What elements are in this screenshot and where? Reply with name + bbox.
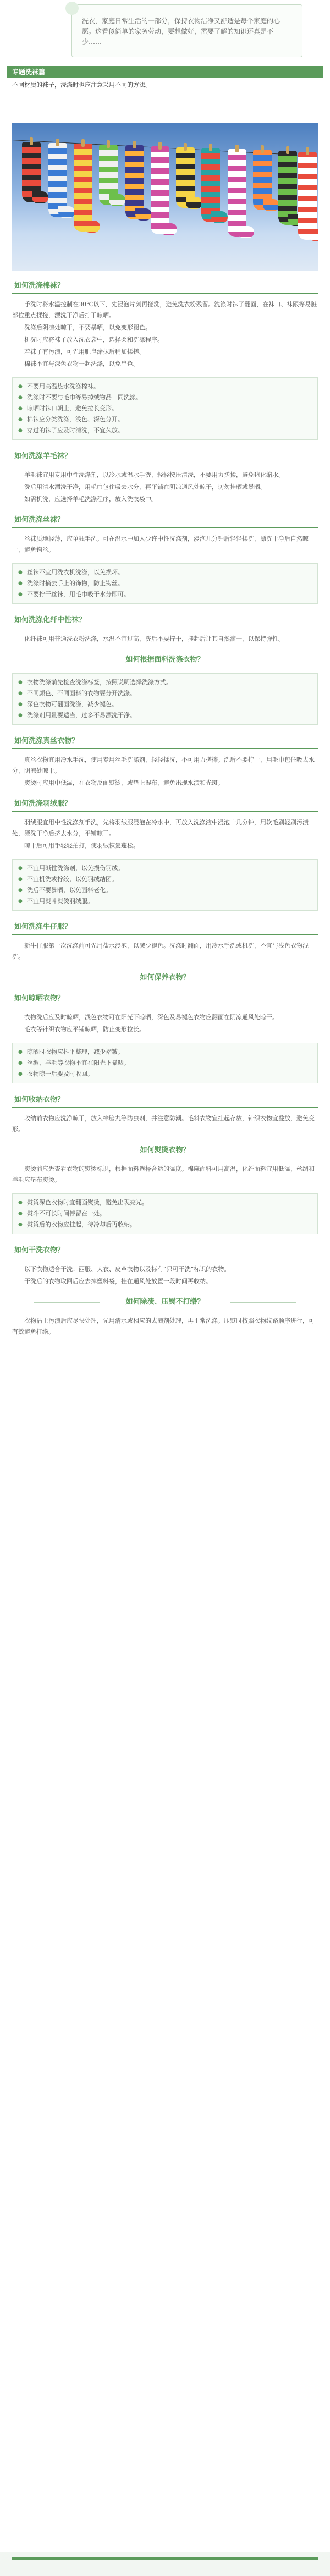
section-heading: 如何根据面料洗涤衣物？ (12, 652, 318, 668)
clothespin (209, 144, 212, 151)
clothespin (107, 140, 110, 148)
sock-graphic (151, 146, 169, 234)
paragraph-block (12, 1113, 318, 1136)
tips-box (12, 859, 318, 911)
paragraph-block (12, 1012, 318, 1036)
tip-item: ● 丝袜不宜用洗衣机洗涤，以免损坏。 (18, 567, 312, 578)
question-title: 如何洗涤丝袜？ (12, 513, 318, 528)
paragraph-block (12, 1164, 318, 1187)
footer-bar (12, 2557, 318, 2560)
paragraph-block (12, 940, 318, 964)
tip-item: ● 洗后不要暴晒，以免面料老化。 (18, 885, 312, 896)
paragraph: 熨烫前应先查看衣物的熨烫标识，根据面料选择合适的温度。棉麻面料可用高温，化纤面料宜用低温，丝绸和羊毛应垫布熨烫。 (12, 1165, 315, 1184)
sock-foot (32, 191, 48, 203)
paragraph-block (12, 817, 318, 852)
tip-item: ● 不宜用熨斗熨烫羽绒服。 (18, 896, 312, 907)
tips-box (12, 377, 318, 440)
question-title: 如何收纳衣物？ (12, 1092, 318, 1108)
paragraph: 丝袜质地轻薄，应单独手洗。可在温水中加入少许中性洗涤剂，浸泡几分钟后轻轻揉洗，漂洗干净后自然晾干，避免钩丝。 (12, 535, 309, 553)
paragraph: 棉袜不宜与深色衣物一起洗涤，以免串色。 (24, 360, 139, 367)
tip-item: ● 不宜机洗或拧绞，以免羽绒结团。 (18, 874, 312, 885)
sock-foot (308, 229, 318, 241)
tip-item: ● 熨烫深色衣物时宜翻面熨烫，避免出现亮光。 (18, 1197, 312, 1208)
paragraph-block (12, 755, 318, 790)
intro-box: 洗衣，家庭日常生活的一部分，保持衣物洁净又舒适是每个家庭的心愿。这看似简单的家务劳动，要想做好，需要了解的知识还真是不少…… (72, 4, 302, 57)
paragraph: 手洗时将水温控制在30℃以下，先浸泡片刻再搓洗，避免洗衣粉残留。洗涤时袜子翻面，在袜口、袜跟等易脏部位重点揉搓，漂洗干净后拧干晾晒。 (12, 301, 317, 319)
sock-foot (263, 199, 279, 211)
tip-item: ● 熨烫后的衣物应挂起，待冷却后再收纳。 (18, 1219, 312, 1230)
clothespin (235, 145, 239, 152)
tips-box (12, 673, 318, 725)
tip-item: ● 棉袜应分类洗涤，浅色、深色分开。 (18, 414, 312, 425)
paragraph-block (12, 299, 318, 371)
section-heading: 如何熨烫衣物？ (12, 1143, 318, 1158)
sock-graphic (22, 142, 41, 202)
footer (0, 2552, 330, 2576)
paragraph: 晾干后可用手轻轻拍打，使羽绒恢复蓬松。 (24, 842, 139, 849)
tip-item: ● 穿过的袜子应及时清洗，不宜久放。 (18, 425, 312, 436)
sock-foot (186, 197, 202, 209)
sock-graphic (48, 143, 67, 217)
question-title: 如何洗涤羽绒服？ (12, 796, 318, 812)
sock-foot (238, 226, 254, 238)
section-subtitle: 不同材质的袜子，洗涤时也应注意采用不同的方法。 (12, 81, 151, 89)
sock-foot (211, 211, 228, 223)
question-title: 如何洗涤羊毛袜？ (12, 449, 318, 464)
sock-graphic (125, 145, 144, 219)
paragraph: 真丝衣物宜用冷水手洗，使用专用丝毛洗涤剂，轻轻揉洗，不可用力搓擦。洗后不要拧干，用毛巾包住吸去水分，阴凉处晾干。 (12, 756, 315, 774)
paragraph: 若袜子有污渍，可先用肥皂涂抹后稍加揉搓。 (24, 348, 145, 355)
section-heading: 如何除渍、压熨不打绺？ (12, 1295, 318, 1310)
sock-foot (135, 208, 152, 221)
sock-graphic (253, 150, 272, 210)
paragraph: 新牛仔服第一次洗涤前可先用盐水浸泡，以减少褪色。洗涤时翻面，用冷水手洗或机洗，不宜与浅色衣物混洗。 (12, 942, 309, 960)
paragraph: 衣物沾上污渍后应尽快处理，先用清水或相应的去渍剂处理，再正常洗涤。压熨时按照衣物纹路顺序进行，可有效避免打绺。 (12, 1317, 315, 1335)
clothespin (30, 137, 33, 145)
tip-item: ● 熨斗不可长时间停留在一处。 (18, 1208, 312, 1219)
paragraph: 如需机洗，应选择羊毛洗涤程序，放入洗衣袋中。 (24, 496, 157, 503)
tip-item: ● 衣物洗涤前先检查洗涤标签，按照说明选择洗涤方式。 (18, 677, 312, 688)
tip-item: ● 洗涤剂用量要适当，过多不易漂洗干净。 (18, 710, 312, 721)
question-title: 如何洗涤化纤中性袜？ (12, 613, 318, 628)
tip-item: ● 衣物晾干后要及时收回。 (18, 1069, 312, 1080)
clothespin (261, 145, 264, 153)
tip-item: ● 深色衣物可翻面洗涤，减少褪色。 (18, 699, 312, 710)
paragraph: 毛衣等针织衣物应平铺晾晒，防止变形拉长。 (24, 1026, 145, 1033)
question-title: 如何晾晒衣物？ (12, 991, 318, 1006)
clothespin (56, 139, 59, 146)
section-heading: 如何保养衣物？ (12, 970, 318, 986)
paragraph: 以下衣物适合干洗：西服、大衣、皮革衣物以及标有“只可干洗”标识的衣物。 (24, 1265, 230, 1273)
paragraph-block (12, 533, 318, 557)
question-title: 如何洗涤牛仔服？ (12, 920, 318, 935)
paragraph: 羽绒服宜用中性洗涤剂手洗，先将羽绒服浸泡在冷水中，再放入洗涤液中浸泡十几分钟，用软毛刷轻刷污渍处，漂洗干净后挤去水分，平铺晾干。 (12, 819, 309, 837)
clothespin (133, 141, 136, 148)
paragraph: 机洗时应将袜子放入洗衣袋中，选择柔和洗涤程序。 (24, 336, 163, 343)
sock-graphic (176, 147, 195, 208)
tip-item: ● 洗涤时摘去手上的饰物，防止钩丝。 (18, 578, 312, 589)
tip-item: ● 不要拧干丝袜，用毛巾吸干水分即可。 (18, 589, 312, 600)
tips-box (12, 1043, 318, 1083)
tip-item: ● 洗涤时不要与毛巾等易掉绒物品一同洗涤。 (18, 392, 312, 403)
clothespin (306, 147, 309, 155)
section-bar-socks: 专题洗袜篇 (7, 66, 323, 78)
clothespin (158, 142, 162, 150)
clothespin (184, 143, 187, 151)
paragraph: 熨烫时应用中低温，在衣物反面熨烫，或垫上湿布，避免出现水渍和光斑。 (24, 779, 224, 786)
clothespin (286, 146, 289, 154)
paragraph: 衣物洗后应及时晾晒，浅色衣物可在阳光下晾晒，深色及易褪色衣物应翻面在阴凉通风处晾干。 (24, 1014, 278, 1021)
tip-item: ● 不宜用碱性洗涤剂，以免损伤羽绒。 (18, 863, 312, 874)
sock-graphic (228, 149, 246, 237)
socks-photo (12, 123, 318, 271)
tips-box (12, 563, 318, 604)
sock-graphic (74, 144, 92, 232)
sock-foot (58, 206, 75, 218)
tip-item: ● 晾晒时衣物应抖平整理，减少褶皱。 (18, 1047, 312, 1058)
sock-foot (84, 221, 100, 233)
sock-graphic (278, 151, 297, 225)
sock-foot (109, 194, 125, 206)
tips-box (12, 1193, 318, 1234)
sock-graphic (201, 148, 220, 222)
tip-item: ● 丝绸、羊毛等衣物不宜在阳光下暴晒。 (18, 1058, 312, 1069)
tip-item: ● 晾晒时袜口朝上，避免拉长变形。 (18, 403, 312, 414)
sock-graphic (298, 152, 317, 240)
paragraph: 洗涤后阴凉处晾干，不要暴晒，以免变形褪色。 (24, 324, 151, 331)
paragraph-block (12, 1315, 318, 1339)
question-title: 如何洗涤棉袜？ (12, 278, 318, 294)
paragraph-block (12, 470, 318, 506)
paragraph: 化纤袜可用普通洗衣粉洗涤，水温不宜过高，洗后不要拧干，挂起后让其自然滴干，以保持弹性。 (24, 635, 284, 642)
sock-foot (161, 223, 177, 235)
clothespin (81, 139, 85, 147)
sock-graphic (99, 145, 118, 205)
question-title: 如何洗涤真丝衣物？ (12, 734, 318, 749)
paragraph: 干洗后的衣物取回后应去掉塑料袋，挂在通风处放置一段时间再收纳。 (24, 1278, 212, 1285)
tip-item: ● 不同颜色、不同面料的衣物要分开洗涤。 (18, 688, 312, 699)
paragraph-block (12, 1264, 318, 1288)
tip-item: ● 不要用高温热水洗涤棉袜。 (18, 381, 312, 392)
paragraph: 羊毛袜宜用专用中性洗涤剂，以冷水或温水手洗，轻轻按压清洗，不要用力搓揉，避免毡化缩水。 (24, 471, 284, 478)
paragraph: 收纳前衣物应洗净晾干，放入樟脑丸等防虫剂，并注意防潮。毛料衣物宜挂起存放，针织衣物宜叠放，避免变形。 (12, 1115, 315, 1133)
question-title: 如何干洗衣物？ (12, 1243, 318, 1258)
paragraph: 洗后用清水漂洗干净，用毛巾包住吸去水分，再平铺在阴凉通风处晾干，切勿挂晒或暴晒。 (24, 483, 266, 491)
paragraph-block (12, 634, 318, 646)
